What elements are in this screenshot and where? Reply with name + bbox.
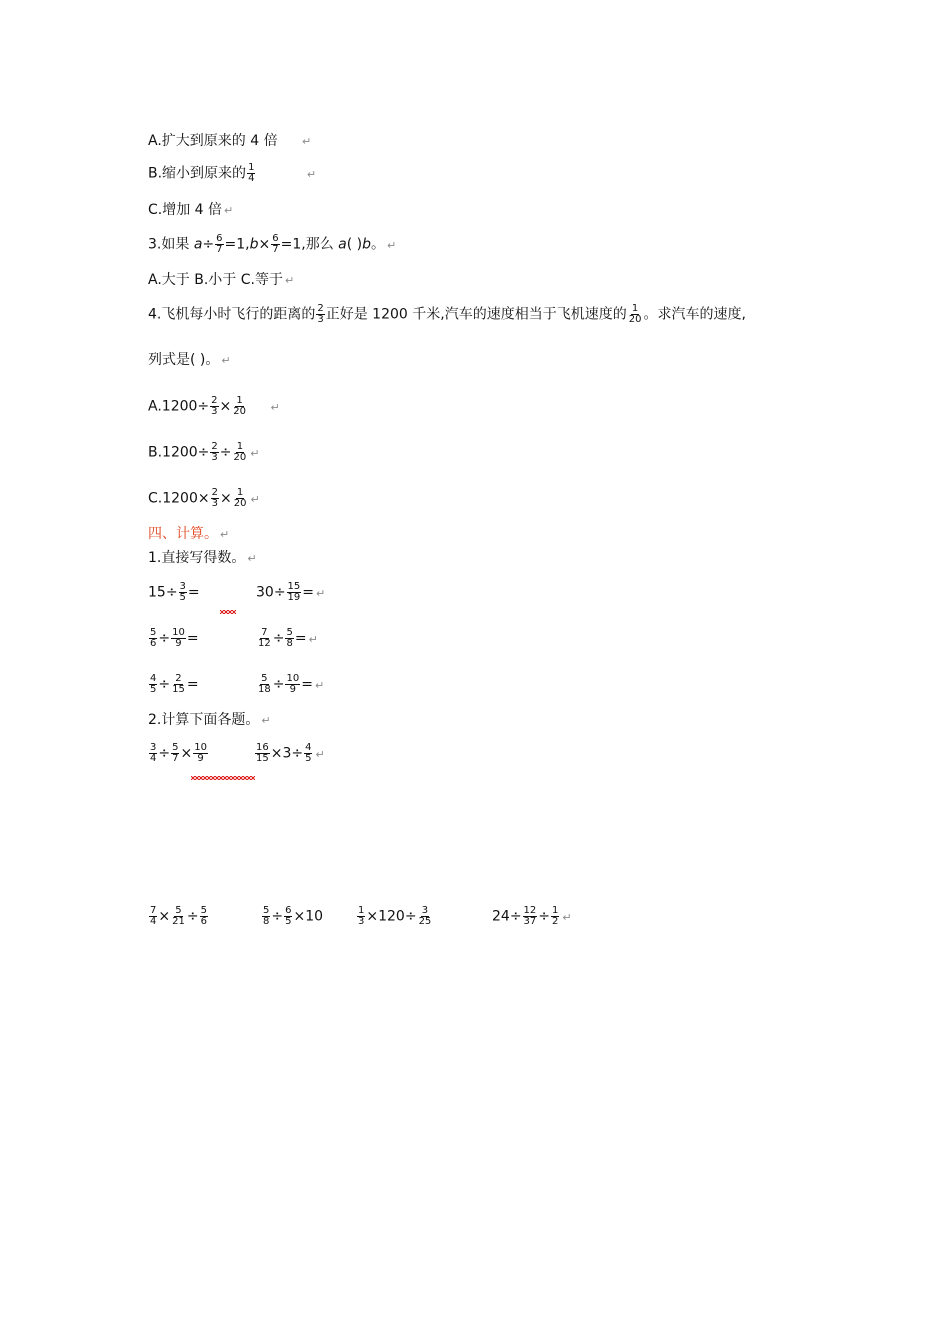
fraction — [149, 743, 157, 764]
calc-item — [261, 906, 323, 927]
math-text: 正好是 1200 千米,汽车的速度相当于飞机速度的 — [325, 306, 627, 323]
fraction — [171, 628, 186, 649]
fraction — [257, 628, 272, 649]
math-text: A.大于 B.小于 C.等于 — [148, 272, 283, 288]
return-mark-icon: ↵ — [316, 586, 326, 600]
numerator: 1 — [236, 441, 244, 452]
denominator: 5 — [150, 684, 157, 695]
numerator: 5 — [261, 673, 268, 684]
fraction — [357, 906, 365, 927]
denominator: 15 — [256, 753, 269, 764]
question-4-line-2 — [148, 350, 231, 371]
question-3-options — [148, 270, 294, 291]
math-text: ÷ — [219, 444, 232, 461]
fraction — [233, 442, 248, 463]
math-text: = — [294, 630, 307, 647]
return-mark-icon: ↵ — [220, 528, 230, 541]
numerator: 5 — [263, 905, 270, 916]
numerator: 7 — [150, 905, 157, 916]
math-text: ÷ — [158, 630, 171, 647]
numerator: 5 — [175, 905, 182, 916]
numerator: 1 — [631, 303, 639, 314]
math-text: 30÷ — [256, 584, 286, 601]
math-text: ÷ — [158, 676, 171, 693]
fraction — [285, 628, 293, 649]
direct-item — [256, 582, 325, 604]
denominator: 7 — [272, 244, 279, 255]
fraction — [179, 582, 187, 603]
numerator: 12 — [523, 905, 537, 916]
numerator: 2 — [211, 395, 218, 406]
denominator: 7 — [216, 244, 223, 255]
return-mark-icon: ↵ — [250, 446, 260, 460]
math-text: 4.飞机每小时飞行的距离的 — [148, 306, 316, 323]
math-text: B.1200÷ — [148, 444, 210, 461]
math-text: ÷ — [272, 630, 285, 647]
return-mark-icon: ↵ — [270, 400, 280, 414]
math-text: × — [158, 908, 171, 925]
numerator: 10 — [286, 673, 300, 684]
fraction — [255, 743, 270, 764]
numerator: 6 — [216, 233, 223, 244]
numerator: 5 — [150, 627, 157, 638]
fraction — [551, 906, 559, 927]
math-text: × — [258, 236, 271, 253]
math-text: A.1200÷ — [148, 398, 210, 415]
subsection-direct-heading — [148, 548, 257, 569]
math-text: 2.计算下面各题。 — [148, 712, 260, 728]
denominator: 20 — [233, 452, 247, 463]
denominator: 7 — [172, 753, 179, 764]
math-text: 。 — [371, 236, 386, 253]
fraction — [171, 743, 179, 764]
return-mark-icon: ↵ — [562, 910, 572, 924]
option-text: B.缩小到原来的 — [148, 165, 247, 182]
math-text: =1, — [224, 236, 250, 253]
direct-item — [148, 582, 200, 603]
denominator: 5 — [305, 753, 312, 764]
fraction — [285, 674, 300, 695]
math-text: = — [302, 584, 315, 601]
math-text: ×10 — [293, 908, 324, 925]
return-mark-icon: ↵ — [308, 632, 318, 646]
answer-blank: ( ) — [346, 236, 363, 253]
calc-item — [492, 906, 572, 928]
fraction — [523, 906, 538, 927]
denominator: 2 — [552, 916, 559, 927]
calc-item — [254, 743, 325, 765]
return-mark-icon: ↵ — [302, 135, 312, 148]
math-text: b — [362, 236, 372, 253]
direct-item — [256, 628, 318, 650]
fraction — [233, 488, 248, 509]
denominator: 3 — [317, 314, 324, 325]
numerator: 2 — [175, 673, 182, 684]
math-text: =1,那么 — [280, 236, 334, 253]
option-text: C.增加 4 倍 — [148, 202, 223, 218]
math-text: ÷ — [271, 908, 284, 925]
math-text: a — [193, 236, 203, 253]
direct-item — [256, 674, 324, 696]
numerator: 16 — [256, 742, 269, 753]
math-text: 1.直接写得数。 — [148, 550, 246, 566]
fraction — [628, 304, 643, 325]
fraction — [171, 674, 186, 695]
q2-option-a — [148, 131, 311, 152]
numerator: 5 — [286, 627, 293, 638]
numerator: 7 — [261, 627, 268, 638]
return-mark-icon: ↵ — [387, 238, 397, 252]
math-text: C.1200× — [148, 490, 210, 507]
spellcheck-squiggle — [191, 760, 255, 780]
return-mark-icon: ↵ — [221, 354, 231, 367]
math-text: = — [186, 676, 199, 693]
denominator: 18 — [258, 684, 271, 695]
numerator: 1 — [248, 162, 255, 173]
return-mark-icon: ↵ — [314, 678, 325, 692]
numerator: 5 — [172, 742, 179, 753]
numerator: 2 — [211, 441, 218, 452]
numerator: 3 — [421, 905, 429, 916]
math-text: × — [219, 490, 232, 507]
denominator: 9 — [289, 684, 297, 695]
numerator: 4 — [305, 742, 312, 753]
math-text: = — [301, 676, 313, 693]
math-text: 四、计算。 — [148, 526, 218, 542]
denominator: 15 — [172, 684, 185, 695]
fraction — [316, 304, 324, 325]
calc-item — [148, 906, 209, 927]
return-mark-icon: ↵ — [315, 747, 325, 761]
numerator: 2 — [211, 487, 218, 498]
denominator: 19 — [287, 592, 301, 603]
denominator: 6 — [150, 638, 157, 649]
numerator: 1 — [552, 905, 559, 916]
denominator: 9 — [197, 753, 204, 764]
fraction — [171, 906, 186, 927]
denominator: 4 — [248, 173, 255, 184]
denominator: 20 — [628, 314, 642, 325]
math-text: a — [338, 236, 347, 253]
denominator: 25 — [418, 916, 432, 927]
fraction — [149, 628, 157, 649]
q4-option-a — [148, 396, 280, 418]
math-text: b — [249, 236, 259, 253]
math-text: × — [219, 398, 232, 415]
fraction — [215, 234, 223, 255]
math-text: 。求汽车的速度, — [643, 306, 746, 323]
math-text: ÷ — [186, 908, 199, 925]
denominator: 8 — [263, 916, 270, 927]
numerator: 5 — [200, 905, 207, 916]
fraction — [232, 396, 247, 417]
denominator: 37 — [523, 916, 537, 927]
question-4 — [148, 304, 746, 325]
math-text: = — [187, 584, 200, 601]
section-heading — [148, 524, 229, 545]
denominator: 3 — [358, 916, 365, 927]
math-text: ÷ — [158, 745, 171, 762]
numerator: 15 — [287, 581, 301, 592]
denominator: 5 — [179, 592, 186, 603]
math-text: ×3÷ — [270, 745, 304, 762]
fraction — [210, 442, 218, 463]
option-text: A.扩大到原来的 4 倍 — [148, 133, 278, 149]
direct-item — [148, 628, 199, 649]
fraction — [257, 674, 272, 695]
fraction — [418, 906, 433, 927]
return-mark-icon: ↵ — [224, 204, 234, 217]
fraction — [262, 906, 270, 927]
subsection-calc-heading — [148, 710, 271, 731]
math-text: × — [180, 745, 193, 762]
return-mark-icon: ↵ — [247, 552, 257, 565]
fraction — [247, 163, 255, 184]
q4-option-c — [148, 488, 260, 510]
math-text: ÷ — [202, 236, 215, 253]
fraction — [304, 743, 312, 764]
return-mark-icon: ↵ — [284, 274, 295, 287]
math-text: 3.如果 — [148, 236, 190, 253]
fraction — [287, 582, 302, 603]
denominator: 8 — [286, 638, 293, 649]
fraction — [200, 906, 208, 927]
numerator: 2 — [317, 303, 324, 314]
direct-item — [148, 674, 199, 695]
denominator: 5 — [285, 916, 292, 927]
math-text: ×120÷ — [366, 908, 417, 925]
denominator: 3 — [211, 406, 218, 417]
fraction — [210, 396, 218, 417]
denominator: 4 — [150, 753, 157, 764]
fraction — [149, 674, 157, 695]
numerator: 6 — [272, 233, 279, 244]
denominator: 9 — [175, 638, 182, 649]
math-text: = — [186, 630, 199, 647]
numerator: 3 — [179, 581, 186, 592]
math-text: ÷ — [272, 676, 285, 693]
spellcheck-squiggle — [220, 594, 236, 614]
return-mark-icon: ↵ — [306, 167, 317, 181]
numerator: 3 — [150, 742, 157, 753]
fraction — [149, 906, 157, 927]
denominator: 12 — [258, 638, 271, 649]
denominator: 3 — [211, 498, 218, 509]
q4-option-b — [148, 442, 259, 464]
numerator: 4 — [150, 673, 157, 684]
denominator: 3 — [211, 452, 218, 463]
return-mark-icon: ↵ — [261, 714, 271, 727]
numerator: 1 — [236, 487, 244, 498]
fraction — [211, 488, 219, 509]
math-text: 24÷ — [492, 908, 522, 925]
denominator: 20 — [233, 406, 246, 417]
q2-option-c — [148, 200, 233, 221]
return-mark-icon: ↵ — [250, 492, 260, 506]
denominator: 4 — [150, 916, 157, 927]
fraction — [271, 234, 279, 255]
calc-item — [356, 906, 433, 927]
numerator: 10 — [172, 627, 185, 638]
numerator: 1 — [236, 395, 243, 406]
q2-option-b — [148, 163, 316, 185]
denominator: 21 — [172, 916, 185, 927]
math-text: 15÷ — [148, 584, 178, 601]
denominator: 6 — [200, 916, 207, 927]
fraction — [284, 906, 292, 927]
numerator: 10 — [194, 742, 207, 753]
math-text: 列式是( )。 — [148, 352, 220, 368]
numerator: 6 — [285, 905, 292, 916]
numerator: 1 — [358, 905, 365, 916]
math-text: ÷ — [538, 908, 551, 925]
question-3 — [148, 234, 396, 256]
denominator: 20 — [233, 498, 247, 509]
